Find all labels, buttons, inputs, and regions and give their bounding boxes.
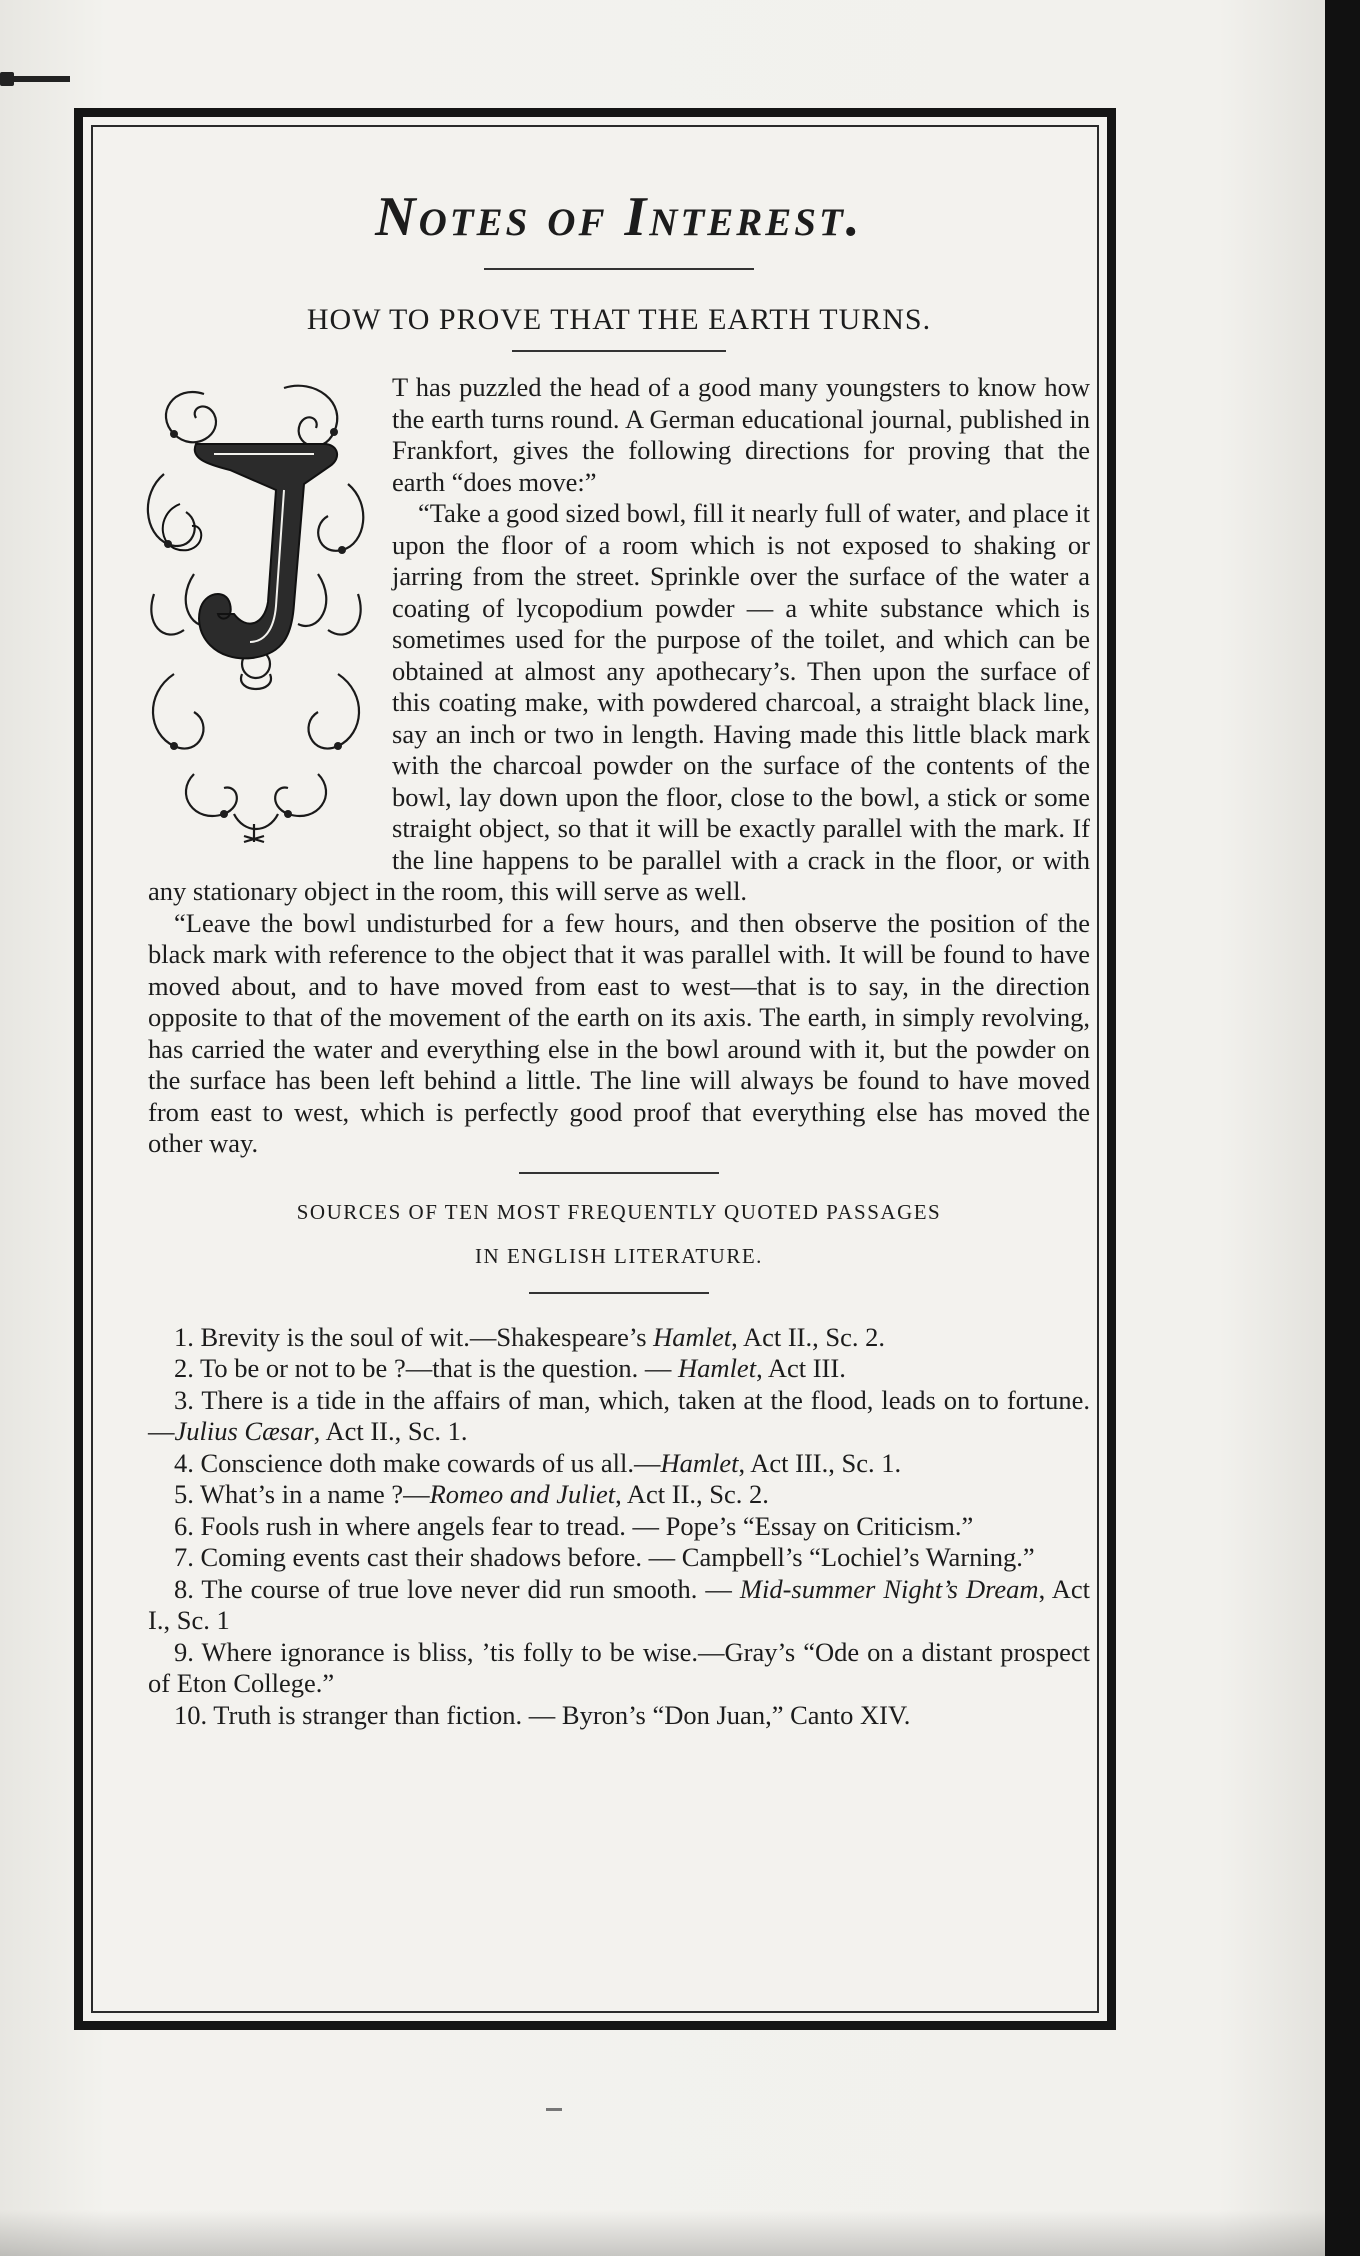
page-dash <box>546 2108 562 2111</box>
item-number: 9. <box>174 1636 194 1667</box>
paragraph-3: “Leave the bowl undisturbed for a few hours, and then observe the position of the black mark with reference to the object that it was parallel with. It will be found to have moved about, and to have moved from east to west—that is to say, in the direction opposite to that of the movement of the earth on its axis. The earth, in simply revolving, has carried the water and everything else in the bowl around with it, but the powder on the surface has been left behind a little. The line will always be found to have moved from east to west, which is perfectly good proof that everything else has moved the other way. <box>148 907 1090 1158</box>
scan-shadow <box>0 2210 1325 2256</box>
item-text: What’s in a name ?— <box>200 1479 430 1509</box>
item-number: 6. <box>174 1510 194 1541</box>
item-number: 2. <box>174 1353 194 1383</box>
list-item <box>148 1574 1090 1637</box>
item-title: Hamlet <box>678 1353 757 1383</box>
item-text: The course of true love never did run smooth. — <box>201 1573 740 1604</box>
ornamental-dropcap <box>134 374 378 844</box>
article-heading: HOW TO PROVE THAT THE EARTH TURNS. <box>306 303 932 336</box>
item-title: Romeo and Juliet <box>429 1479 616 1509</box>
sources-heading-line-2: IN ENGLISH LITERATURE. <box>475 1243 763 1268</box>
scan-mark <box>0 76 70 82</box>
article-body <box>148 372 1090 1160</box>
quotes-list <box>148 1322 1090 1732</box>
list-item <box>148 1322 1090 1354</box>
item-citation: , Act II., Sc. 2. <box>615 1479 769 1509</box>
item-text: Coming events cast their shadows before. — Campbell’s “Lochiel’s Warning.” <box>200 1542 1035 1572</box>
paragraph-1: T has puzzled the head of a good many youngsters to know how the earth turns round. A German educational journal, published in Frankfort, gives the following directions for proving that the earth “does move:” <box>392 372 1090 497</box>
item-text: Truth is stranger than fiction. — Byron’s “Don Juan,” Canto XIV. <box>213 1699 911 1730</box>
item-text: Conscience doth make cowards of us all.— <box>200 1447 661 1478</box>
item-text: Where ignorance is bliss, ’tis folly to be wise.—Gray’s “Ode on a distant prospect of Eton College.” <box>148 1636 1090 1698</box>
item-citation: , Act II., Sc. 1. <box>313 1416 468 1446</box>
item-citation: , Act II., Sc. 2. <box>731 1321 885 1352</box>
page-title: Notes of Interest. <box>375 186 863 248</box>
item-number: 3. <box>174 1384 194 1415</box>
item-text: There is a tide in the affairs of man, which, taken at the flood, leads on to fortune.— <box>148 1384 1090 1446</box>
item-title: Julius Cæsar <box>174 1416 314 1446</box>
item-citation: , Act III. <box>756 1353 846 1383</box>
item-number: 10. <box>174 1699 208 1730</box>
item-text: Fools rush in where angels fear to tread. — Pope’s “Essay on Criticism.” <box>200 1510 974 1541</box>
list-item <box>148 1511 1090 1543</box>
item-citation: , Act I., Sc. 1 <box>148 1573 1090 1635</box>
page-content <box>148 180 1090 1731</box>
item-number: 7. <box>174 1542 194 1572</box>
item-text: Brevity is the soul of wit.—Shakespeare’s <box>200 1321 654 1352</box>
scan-edge <box>1325 0 1360 2256</box>
list-item <box>148 1353 1090 1385</box>
sources-heading <box>148 1190 1090 1278</box>
list-item <box>148 1385 1090 1448</box>
item-text: To be or not to be ?—that is the question. — <box>200 1353 679 1383</box>
dropcap-ornament-icon <box>134 374 378 844</box>
heading-rule <box>512 350 726 352</box>
item-number: 4. <box>174 1447 194 1478</box>
list-item <box>148 1700 1090 1732</box>
item-number: 1. <box>174 1321 194 1352</box>
sources-heading-line-1: SOURCES OF TEN MOST FREQUENTLY QUOTED PASSAGES <box>296 1199 942 1224</box>
item-number: 5. <box>174 1479 194 1509</box>
section-rule <box>519 1172 719 1174</box>
item-title: Mid-summer Night’s Dream <box>739 1573 1039 1604</box>
item-title: Hamlet <box>660 1447 739 1478</box>
list-item <box>148 1542 1090 1574</box>
list-item <box>148 1637 1090 1700</box>
paragraph-2: “Take a good sized bowl, fill it nearly full of water, and place it upon the floor of a room which is not exposed to shaking or jarring from the street. Sprinkle over the surface of the water a coating of lycopodium powder — a white substance which is sometimes used for the purpose of the toilet, and which can be obtained at almost any apothecary’s. Then upon the surface of this coating make, with powdered charcoal, a straight black line, say an inch or two in length. Having made this little black mark with the charcoal powder on the surface of the contents of the bowl, lay down upon the floor, close to the bowl, a stick or some straight object, so that it will be exactly parallel with the mark. If the line happens to be parallel with a crack in the floor, or with any stationary object in the room, this will serve as well. <box>148 498 1090 906</box>
list-item <box>148 1479 1090 1511</box>
sources-rule <box>529 1292 709 1294</box>
title-rule <box>484 268 754 270</box>
list-item <box>148 1448 1090 1480</box>
item-title: Hamlet <box>653 1321 732 1352</box>
item-number: 8. <box>174 1573 194 1604</box>
item-citation: , Act III., Sc. 1. <box>738 1447 902 1478</box>
